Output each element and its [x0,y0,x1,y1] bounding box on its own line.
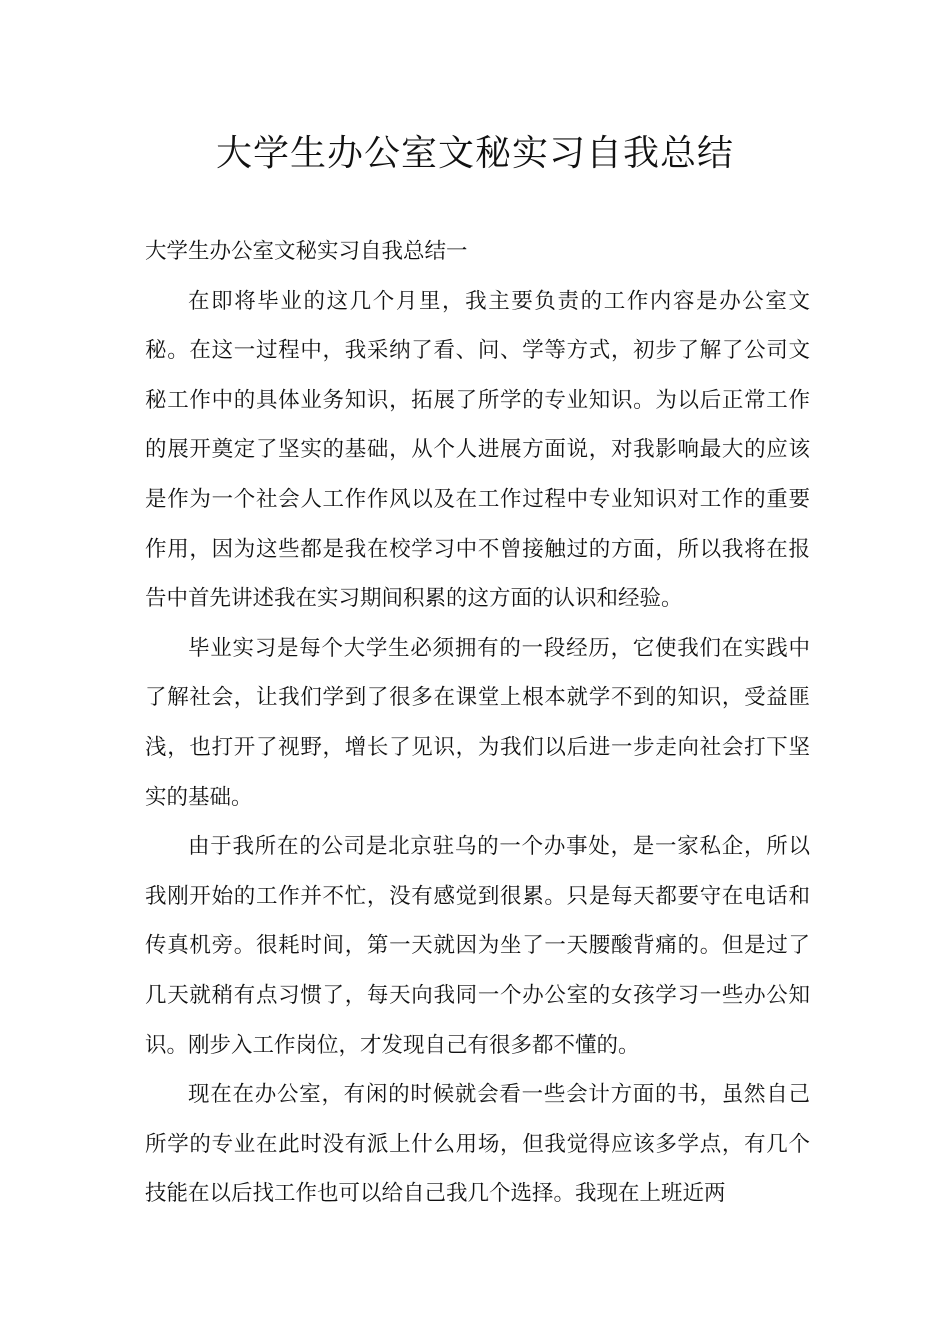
section-heading: 大学生办公室文秘实习自我总结一 [145,239,468,264]
document-title: 大学生办公室文秘实习自我总结 [215,133,734,174]
paragraph-1: 在即将毕业的这几个月里，我主要负责的工作内容是办公室文秘。在这一过程中，我采纳了看、问、学等方式，初步了解了公司文秘工作中的具体业务知识，拓展了所学的专业知识。为以后正常工作的展开奠定了坚实的基础，从个人进展方面说，对我影响最大的应该是作为一个社会人工作作风以及在工作过程中专业知识对工作的重要作用，因为这些都是我在校学习中不曾接触过的方面，所以我将在报告中首先讲述我在实习期间积累的这方面的认识和经验。 [145,288,810,612]
document-body [145,227,810,1219]
paragraph-4: 现在在办公室，有闲的时候就会看一些会计方面的书，虽然自己所学的专业在此时没有派上什么用场，但我觉得应该多学点，有几个技能在以后找工作也可以给自己我几个选择。我现在上班近两 [145,1082,810,1207]
paragraph-2: 毕业实习是每个大学生必须拥有的一段经历，它使我们在实践中了解社会，让我们学到了很多在课堂上根本就学不到的知识，受益匪浅，也打开了视野，增长了见识，为我们以后进一步走向社会打下坚实的基础。 [145,635,810,810]
paragraph-3: 由于我所在的公司是北京驻乌的一个办事处，是一家私企，所以我刚开始的工作并不忙，没有感觉到很累。只是每天都要守在电话和传真机旁。很耗时间，第一天就因为坐了一天腰酸背痛的。但是过了几天就稍有点习惯了，每天向我同一个办公室的女孩学习一些办公知识。刚步入工作岗位，才发现自己有很多都不懂的。 [145,834,810,1058]
